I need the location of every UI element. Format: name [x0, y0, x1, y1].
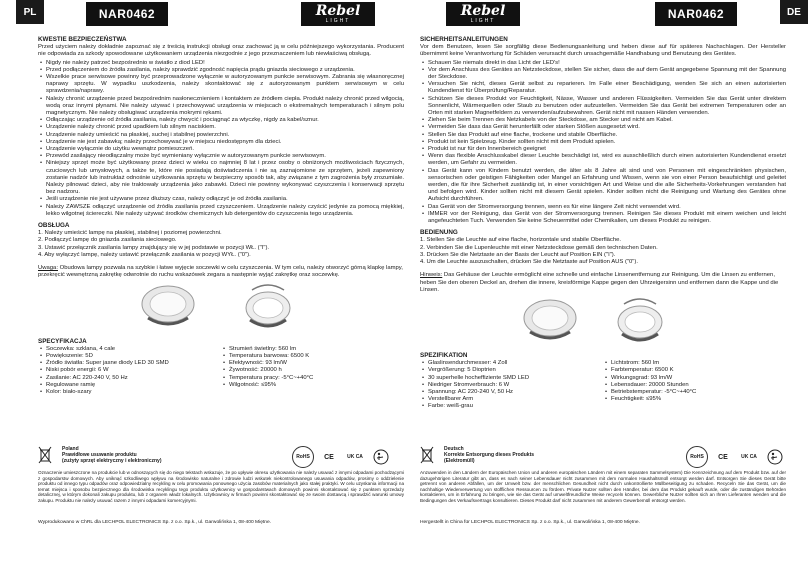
use-title: OBSŁUGA: [38, 222, 70, 230]
list-item: 4. Aby wyłączyć lampę, należy ustawić przełącznik zasilania w pozycji WYŁ. ("0").: [38, 251, 251, 258]
note-text: Obudowa lampy pozwala na szybkie i łatwe wyjęcie soczewki w celu czyszczenia. W tym celu, należy otworzyć górną klapkę lampy, przekręcić wewnętrzną zakrętkę odwrotnie do ruchu wskazówek zegara a następnie wyjąć zakrętkę oraz soczewkę.: [38, 265, 403, 279]
logo-sub-text: LIGHT: [470, 18, 496, 24]
list-item: • Urządzenie wyłącznie do użytku wewnątrz pomieszczeń.: [38, 146, 404, 153]
rohs-icon: RoHS: [686, 446, 708, 468]
ce-icon: CE: [718, 453, 728, 461]
safety-intro: Vor dem Benutzen, lesen Sie sorgfältig diese Bedienungsanleitung und heben diese auf für späteres Nachschlagen. Der Hersteller übernimmt keine Verantwortung für Schäden verursacht durch unsachgemäße Handhabung und Benutzung des Gerätes.: [420, 44, 786, 58]
spec-table: [38, 346, 404, 396]
list-item: • Przed podłączeniem do źródła zasilania, należy sprawdzić zgodność napięcia prądu gniazda sieciowego z urządzenia.: [38, 67, 404, 74]
list-item: • Efektywność: 93 lm/W: [221, 360, 404, 367]
spec-title: SPECYFIKACJA: [38, 337, 87, 345]
recycle-line1: Korrekte Entsorgung dieses Produkts: [444, 452, 535, 458]
use-steps: [38, 230, 404, 259]
note-label: Hinweis:: [420, 272, 443, 279]
list-item: • Urządzenie nie jest zabawką; należy przechowywać je w miejscu niedostępnym dla dzieci.: [38, 139, 404, 146]
list-item: • Niniejszy sprzęt może być użytkowany przez dzieci w wieku co najmniej 8 lat i przez osoby o obniżonych możliwościach fizycznych, czuciowych lub umysłowych, a także te, które nie posiadają doświadczenia i nie są zaznajomione ze sprzętem, jeżeli zapewniony zostanie nadzór lub instruktaż odnośnie użytkowania sprzętu w bezpieczny sposób tak, aby związane z tym zagrożenia były zrozumiałe. Należy pilnować dzieci, aby nie traktowały urządzenia jako zabawki. Dzieci nie powinny wykonywać czyszczenia i konserwacji sprzętu bez nadzoru.: [38, 160, 404, 196]
safety-list: [420, 60, 786, 226]
list-item: • Das Gerät von der Stromversorgung trennen, wenn es für eine längere Zeit nicht verwendet wird.: [420, 204, 786, 211]
safety-intro: Przed użyciem należy dokładnie zapoznać się z treścią instrukcji obsługi oraz zachować ją w celu późniejszego wykorzystania. Producent nie odpowiada za szkody spowodowane użytkowaniem urządzenia niezgodnie z jego przeznaczeniem lub niewłaściwą obsługą.: [38, 44, 404, 58]
use-title: BEDIENUNG: [420, 229, 458, 237]
list-item: • Farbe: weiß-grau: [420, 403, 603, 410]
pl-content: [38, 36, 404, 396]
disclaimer-pl: Oznaczenie umieszczone na produkcie lub w odnoszących się do niego tekstach wskazuje, że po upływie okresu użytkowania nie należy usuwać z innymi odpadami pochodzącymi z gospodarstw domowych. Aby uniknąć szkodliwego wpływu na środowisko naturalne i zdrowie ludzi wskutek niekontrolowanego usuwania odpadów, prosimy o oddzielenie produktu od innego typu odpadów oraz odpowiedzialny recykling w celu promowania ponownego użycia zasobów materialnych jako stałej praktyki. W celu uzyskania informacji na temat miejsca i sposobu bezpiecznego dla środowiska recyklingu tego produktu użytkownicy w gospodarstwach domowych powinni skontaktować się z punktem sprzedaży detalicznej, w którym dokonali zakupu produktu, lub z organem władz lokalnych. Użytkownicy w firmach powinni skontaktować się ze swoim dostawcą i sprawdzić warunki umowy zakupu. Produktu nie należy usuwać razem z innymi odpadami komercyjnymi.: [38, 470, 404, 503]
list-item: • Przewód zasilający nieodłączalny może być wymieniany wyłącznie w autoryzowanym punkcie serwisowym.: [38, 153, 404, 160]
list-item: • Należy chronić urządzenie przed bezpośrednim nasłonecznieniem i kontaktem ze źródłem ciepła. Produkt należy chronić przed wilgocią, wodą oraz innymi płynami. Nie należy używać i przechowywać urządzenia w miejscach o ekstremalnych temperaturach i silnym polu magnetycznym. Nie należy obsługiwać urządzenia mokrymi rękami.: [38, 96, 404, 118]
model-number-pl: NAR0462: [86, 2, 168, 26]
list-item: • Produkt ist kein Spielzeug. Kinder sollten nicht mit dem Produkt spielen.: [420, 139, 786, 146]
list-item: 1. Stellen Sie die Leuchte auf eine flache, horizontale und stabile Oberfläche.: [420, 237, 622, 244]
footer-de: Hergestellt in China für LECHPOL ELECTRONICS Sp. z o.o. Sp.k., ul. Garwolińska 1, 08-400 Miętne.: [420, 520, 640, 525]
spec-right: [603, 360, 786, 410]
list-item: 2. Verbinden Sie die Lupenleuchte mit einer Netzsteckdose gemäß den technischen Daten.: [420, 244, 658, 251]
list-item: • Jeśli urządzenie nie jest używane przez dłuższy czas, należy odłączyć je od źródła zasilania.: [38, 196, 404, 203]
list-item: • Wenn das flexible Anschlusskabel dieser Leuchte beschädigt ist, wird es ausschließlich durch einen autorisierten Kundendienst ersetzt werden, um Gefahr zu vermeiden.: [420, 153, 786, 167]
list-item: • Schauen Sie niemals direkt in das Licht der LED's!: [420, 60, 786, 67]
lamp-illustration: [520, 296, 580, 348]
list-item: 4. Um die Leuchte auszuschalten, drücken Sie die Netztaste auf Position AUS ("0").: [420, 259, 638, 266]
list-item: • Ziehen Sie beim Trennen des Netzkabels von der Steckdose, am Stecker und nicht am Kabel.: [420, 117, 786, 124]
lamp-illustration: [138, 282, 198, 334]
recycle-country: Deutsch: [444, 446, 464, 452]
list-item: • Verstellbarer Arm: [420, 396, 603, 403]
spec-right: [221, 346, 404, 396]
list-item: • Soczewka: szklana, 4 cale: [38, 346, 221, 353]
ce-icon: CE: [324, 453, 334, 461]
safety-title: KWESTIE BEZPIECZEŃSTWA: [38, 36, 127, 43]
list-item: • Wirkungsgrad: 93 lm/W: [603, 375, 786, 382]
recycle-line2: (zużyty sprzęt elektryczny i elektroniczny): [62, 458, 162, 464]
list-item: • Lichtstrom: 560 lm: [603, 360, 786, 367]
list-item: • Urządzenie należy chronić przed upadkiem lub silnym naciskiem.: [38, 124, 404, 131]
list-item: • Niedriger Stromverbrauch: 6 W: [420, 382, 603, 389]
list-item: • Schützen Sie dieses Produkt vor Feuchtigkeit, Nässe, Wasser und anderen Flüssigkeiten. Vermeiden Sie das Gerät unter direktem Sonnenlicht, Wärmequellen oder Staub zu benutzen oder aufzustellen. Vermeiden Sie das Gerät bei extremen Temperaturen oder an Orten mit starken Magnetfeldern zu verwenden/aufzubewahren. Gerät nicht mit nassen Händen verwenden.: [420, 96, 786, 118]
list-item: 1. Należy umieścić lampę na płaskiej, stabilnej i poziomej powierzchni.: [38, 230, 222, 237]
recycle-country: Poland: [62, 446, 79, 452]
spec-left: [38, 346, 221, 396]
list-item: • Temperatura pracy: -5°C~+40°C: [221, 375, 404, 382]
lamp-illustration-open: [610, 296, 670, 348]
list-item: • Versuchen Sie nicht, dieses Gerät selbst zu reparieren. Im Falle einer Beschädigung, wenden Sie sich an einen autorisierten Kundendienst für Überprüfung/Reparatur.: [420, 81, 786, 95]
list-item: • Das Gerät kann von Kindern benutzt werden, die älter als 8 Jahre alt sind und von Personen mit eingeschränkten physischen, sensorischen oder geistigen Fähigkeiten oder Mangel an Erfahrung und Wissen, wenn sie von einer Person beaufsichtigt und geleitet werden, die für ihre Sicherheit zuständig ist, in einer vorsichtigen Art und Weise und die alle Sicherheits-Vorkehrungen verstanden hat und befolgen wird. Kinder sollten nicht mit diesem Gerät spielen. Kinder sollten nicht die Reinigung und Wartung des Gerätes ohne Aufsicht durchführen.: [420, 168, 786, 204]
recycle-text: [444, 446, 564, 464]
recycle-section-de: [420, 446, 786, 468]
list-item: • Stellen Sie das Produkt auf eine flache, trockene und stabile Oberfläche.: [420, 132, 786, 139]
list-item: 3. Ustawić przełącznik zasilania lampy znajdujący się w jej podstawie w pozycji WŁ. ("I").: [38, 244, 270, 251]
pl-page: [16, 0, 404, 569]
cert-marks: [292, 446, 392, 468]
list-item: • IMMER vor der Reinigung, das Gerät von der Stromversorgung trennen. Reinigen Sie dieses Produkt mit einem weichen und leicht angefeuchteten Tuch. Verwenden Sie keine Scheuermittel oder Chemikalien, um dieses Produkt zu reinigen.: [420, 211, 786, 225]
lamp-images: [420, 296, 786, 348]
list-item: • Należy ZAWSZE odłączyć urządzenie od źródła zasilania przed czyszczeniem. Urządzenie należy czyścić jedynie za pomocą miękkiej, lekko wilgotnej ściereczki. Nie należy używać środków chemicznych lub detergentów do czyszczenia tego urządzenia.: [38, 204, 404, 218]
list-item: • Temperatura barwowa: 6500 K: [221, 353, 404, 360]
lamp-illustration-open: [238, 282, 298, 334]
logo-brand-text: Rebel: [460, 3, 506, 19]
list-item: • Źródło światła: Super jasne diody LED 30 SMD: [38, 360, 221, 367]
use-steps: [420, 237, 786, 266]
model-number-de: NAR0462: [655, 2, 737, 26]
tidyman-icon: [370, 446, 392, 468]
list-item: 3. Drücken Sie die Netztaste an der Basis der Leucht auf Position EIN ("I").: [420, 251, 616, 258]
spec-table: [420, 360, 786, 410]
list-item: 2. Podłączyć lampę do gniazda zasilania sieciowego.: [38, 237, 177, 244]
brand-logo-de: [446, 2, 520, 26]
note: [38, 265, 404, 279]
recycle-line1: Prawidłowe usuwanie produktu: [62, 452, 137, 458]
logo-sub-text: LIGHT: [325, 18, 351, 24]
spec-title: SPEZIFIKATION: [420, 351, 468, 359]
list-item: • Spannung: AC 220-240 V, 50 Hz: [420, 389, 603, 396]
de-page: [420, 0, 808, 569]
list-item: • Wilgotność: ≤95%: [221, 382, 404, 389]
list-item: • Żywotność: 20000 h: [221, 367, 404, 374]
logo-brand-text: Rebel: [315, 3, 361, 19]
recycle-line2: (Elektromüll): [444, 458, 475, 464]
list-item: • Lebensdauer: 20000 Stunden: [603, 382, 786, 389]
list-item: • Powiększenie: 5D: [38, 353, 221, 360]
list-item: • Vor dem Anschluss des Gerätes an Netzsteckdose, stellen Sie sicher, dass die auf dem Gerät angegebene Spannung mit der Spannung der Steckdose.: [420, 67, 786, 81]
note-text: Das Gehäuse der Leuchte ermöglicht eine schnelle und einfache Linsenentfernung zur Reinigung. Um die Linsen zu entfernen, heben Sie den oberen Deckel an, drehen die innere, kreisförmige Kappe gegen den Uhrzeigersinn und entfernen dann die Kappe und die Linsen.: [420, 272, 779, 293]
tidyman-icon: [764, 446, 786, 468]
footer-pl: Wyprodukowano w ChRL dla LECHPOL ELECTRONICS Sp. z o.o. Sp.k., ul. Garwolińska 1, 08-400 Miętne.: [38, 520, 272, 525]
list-item: • Niski pobór energii: 6 W: [38, 367, 221, 374]
list-item: • Produkt ist nur für den Innenbereich geeignet: [420, 146, 786, 153]
safety-title: SICHERHEITSANLEITUNGEN: [420, 36, 508, 43]
list-item: • Odłączając urządzenie od źródła zasilania, należy chwycić i pociągnąć za wtyczkę, nigdy za kabel/sznur.: [38, 117, 404, 124]
de-content: [420, 36, 786, 411]
lang-tab-de: DE: [780, 0, 808, 24]
list-item: • Kolor: biało-szary: [38, 389, 221, 396]
disclaimer-de: Anzuwenden in den Ländern der Europäischen Union und anderen europäischen Ländern mit einem separaten Sammelsystem) Die Kennzeichnung auf dem Produkt bzw. auf der dazugehörigen Literatur gibt an, dass es nach seiner Lebensdauer nicht zusammen mit dem normalen Haushaltsmüll entsorgt werden darf. Entsorgen Sie dieses Gerät bitte getrennt von anderen Abfällen, um der Umwelt bzw. der menschlichen Gesundheit nicht durch unkontrollierte Müllbeseitigung zu schaden. Recyceln Sie das Gerät, um die nachhaltige Wiederverwertung von stofflichen Ressourcen zu fördern. Private Nutzer sollten den Händler, bei dem das Produkt gekauft wurde, oder die zuständigen Behörden kontaktieren, um in Erfahrung zu bringen, wie sie das Gerät auf umweltfreundliche Weise recyceln können. Gewerbliche Nutzer sollten sich an Ihren Lieferanten wenden und die Bedingungen des Verkaufsvertrags konsultieren. Dieses Produkt darf nicht zusammen mit anderem Gewerbemüll entsorgt werden.: [420, 470, 786, 503]
safety-list: [38, 60, 404, 218]
list-item: • 30 superhelle hocheffiziente SMD LED: [420, 375, 603, 382]
ukca-icon: UK CA: [347, 454, 363, 460]
ukca-icon: UK CA: [741, 454, 757, 460]
brand-logo-pl: [301, 2, 375, 26]
lamp-images: [38, 282, 404, 334]
list-item: • Urządzenie należy umieścić na płaskiej, suchej i stabilnej powierzchni.: [38, 132, 404, 139]
list-item: • Vergrößerung: 5 Dioptrien: [420, 367, 603, 374]
list-item: • Glaslinsendurchmesser: 4 Zoll: [420, 360, 603, 367]
list-item: • Wszelkie prace serwisowe powinny być przeprowadzone wyłącznie w autoryzowanym punkcie serwisowym. Zabrania się własnoręcznej naprawy sprzętu. W wypadku uszkodzenia, należy skontaktować się z autoryzowanym punktem serwisowym w celu sprawdzenia/naprawy.: [38, 74, 404, 96]
note-label: Uwaga:: [38, 265, 58, 272]
list-item: • Betriebstemperatur: -5°C~+40°C: [603, 389, 786, 396]
crossed-bin-icon: [38, 446, 52, 464]
recycle-section-pl: [38, 446, 404, 468]
list-item: • Nigdy nie należy patrzeć bezpośrednio w światło z diod LED!: [38, 60, 404, 67]
list-item: • Regulowane ramię: [38, 382, 221, 389]
lang-tab-pl: PL: [16, 0, 44, 24]
list-item: • Zasilanie: AC 220-240 V, 50 Hz: [38, 375, 221, 382]
crossed-bin-icon: [420, 446, 434, 464]
list-item: • Vermeiden Sie dass das Gerät herunterfällt oder starken Stößen ausgesetzt wird.: [420, 124, 786, 131]
list-item: • Feuchtigkeit: ≤95%: [603, 396, 786, 403]
list-item: • Strumień świetlny: 560 lm: [221, 346, 404, 353]
note: [420, 272, 786, 294]
cert-marks: [686, 446, 786, 468]
spec-left: [420, 360, 603, 410]
rohs-icon: RoHS: [292, 446, 314, 468]
list-item: • Farbtemperatur: 6500 K: [603, 367, 786, 374]
recycle-text: [62, 446, 182, 464]
